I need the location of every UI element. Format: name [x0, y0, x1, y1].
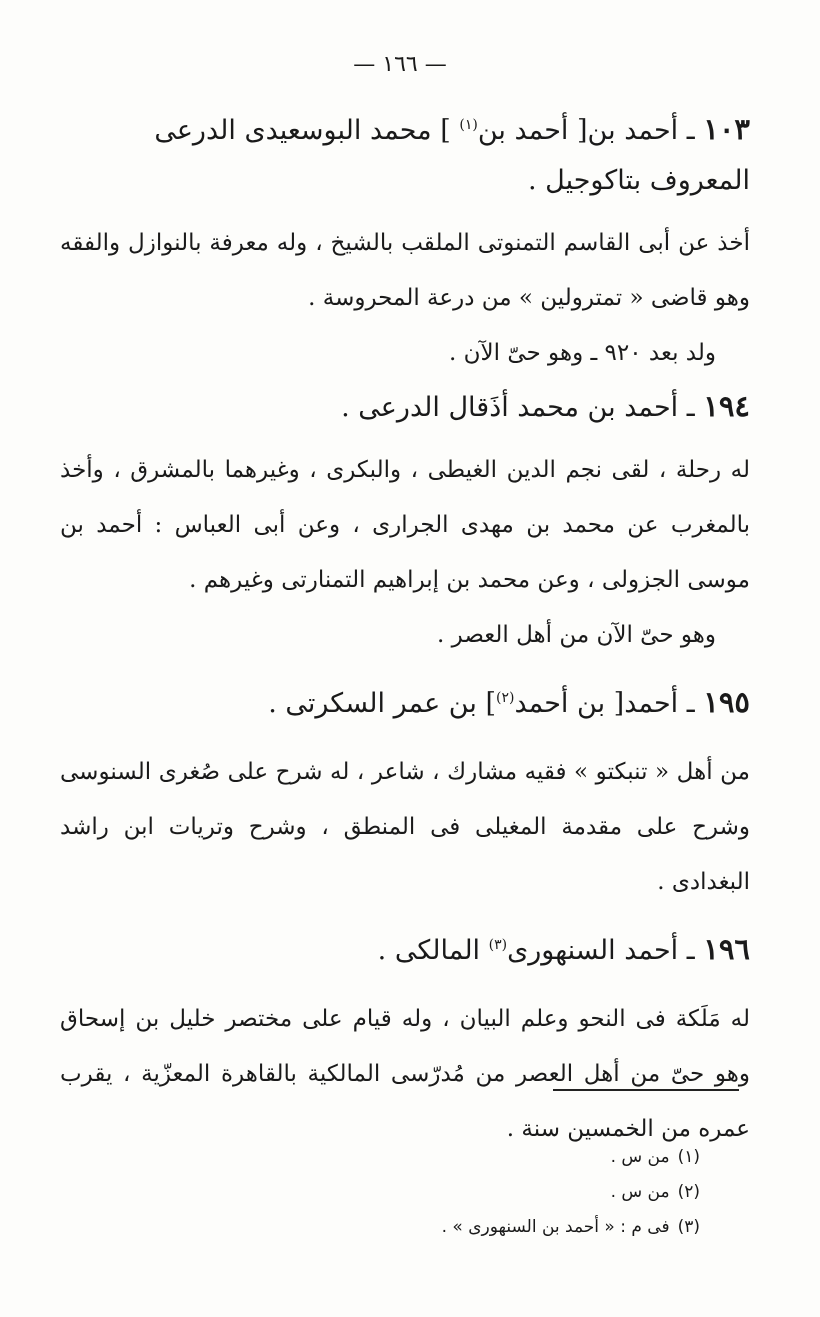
- entry-paragraph: له رحلة ، لقى نجم الدين الغيطى ، والبكرى ، وغيرهما بالمشرق ، وأخذ بالمغرب عن محمد بن مهدى الجرارى ، وعن أبى العباس : أحمد بن موسى الجزولى ، وعن محمد بن إبراهيم التمنارتى وغيرهم .: [60, 457, 750, 593]
- footnote-ref: (١): [459, 117, 478, 133]
- entry-number: ١٩٦: [703, 932, 750, 966]
- entry-number: ١٠٣: [703, 112, 750, 146]
- entry-heading: [60, 920, 750, 976]
- entry-title: ـ أحمد بن محمد أذَقال الدرعى .: [341, 392, 695, 423]
- footnote-ref: (٢): [495, 690, 515, 706]
- entry-paragraph: أخذ عن أبى القاسم التمنوتى الملقب بالشيخ ، وله معرفة بالنوازل والفقه وهو قاضى « تمترولين » من درعة المحروسة .: [60, 230, 750, 311]
- entry-heading: [60, 100, 750, 206]
- entry-heading: [60, 381, 750, 433]
- footnote-number: (١): [677, 1147, 700, 1167]
- footnote-ref: (٣): [488, 937, 508, 953]
- footnote: [300, 1175, 700, 1210]
- footnote-number: (٣): [677, 1217, 700, 1237]
- entry-paragraph: من أهل « تنبكتو » فقيه مشارك ، شاعر ، له شرح على صُغرى السنوسى وشرح على مقدمة المغيلى فى المنطق ، وشرح وتريات ابن راشد البغدادى .: [60, 759, 750, 895]
- entry-title-cont: المالكى .: [377, 935, 489, 966]
- entry-title-cont: ] محمد البوسعيدى الدرعى المعروف بتاكوجيل .: [154, 115, 750, 196]
- footnote-text: من س .: [610, 1147, 670, 1167]
- entry-number: ١٩٥: [703, 685, 750, 719]
- entry-paragraph: له مَلَكة فى النحو وعلم البيان ، وله قيام على مختصر خليل بن إسحاق وهو حىّ من أهل العصر من مُدرّسى المالكية بالقاهرة المعزّية ، يقرب عمره من الخمسين سنة .: [60, 1006, 750, 1142]
- footnote-text: من س .: [610, 1182, 670, 1202]
- page-number: — ١٦٦ —: [353, 52, 447, 77]
- entry-paragraph: وهو حىّ الآن من أهل العصر .: [437, 622, 716, 648]
- entry-paragraph: ولد بعد ٩٢٠ ـ وهو حىّ الآن .: [449, 340, 716, 366]
- footnote: [300, 1210, 700, 1245]
- footnotes: [300, 1140, 700, 1245]
- entry-heading: [60, 673, 750, 729]
- footnote-number: (٢): [677, 1182, 700, 1202]
- entry-title: ـ أحمد بن[ أحمد بن: [477, 115, 695, 146]
- footnote-text: فى م : « أحمد بن السنهورى » .: [441, 1217, 670, 1237]
- entry-title: ـ أحمد السنهورى: [507, 935, 695, 966]
- footnote-separator: [553, 1089, 739, 1091]
- entry-title: ـ أحمد[ بن أحمد: [514, 688, 695, 719]
- entry-number: ١٩٤: [703, 389, 750, 423]
- main-text: [60, 100, 750, 1157]
- entry-title-cont: ] بن عمر السكرتى .: [268, 688, 496, 719]
- footnote: [300, 1140, 700, 1175]
